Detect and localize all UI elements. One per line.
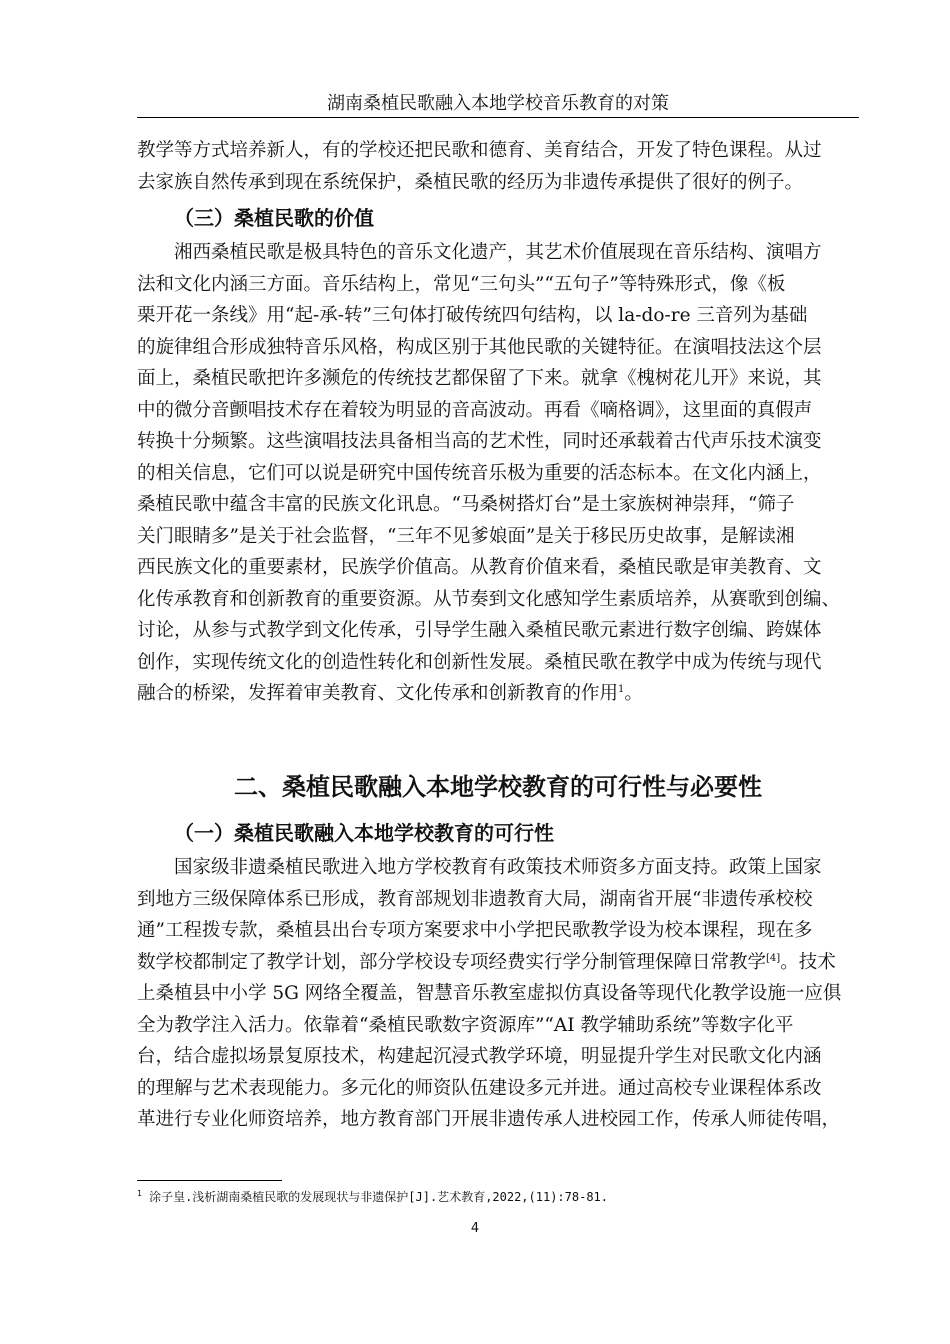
text-line: 的相关信息，它们可以说是研究中国传统音乐极为重要的活态标本。在文化内涵上， [137,462,822,484]
footnote-text: 涂子皇.浅析湖南桑植民歌的发展现状与非遗保护[J].艺术教育,2022,(11):78-81. [149,1190,609,1204]
text-line: 法和文化内涵三方面。音乐结构上，常见“三句头”“五句子”等特殊形式，像《板 [137,273,786,295]
footnote-reference[interactable]: 1 [618,684,625,695]
text-line: 去家族自然传承到现在系统保护，桑植民歌的经历为非遗传承提供了很好的例子。 [137,171,804,193]
text-line: 全为教学注入活力。依靠着“桑植民歌数字资源库”“AI 教学辅助系统”等数字化平 [137,1014,794,1036]
text-line: 湘西桑植民歌是极具特色的音乐文化遗产，其艺术价值展现在音乐结构、演唱方 [174,242,822,263]
text-line: 创作，实现传统文化的创造性转化和创新性发展。桑植民歌在教学中成为传统与现代 [137,651,822,673]
text-line: 数学校都制定了教学计划，部分学校设专项经费实行学分制管理保障日常教学 [137,951,767,973]
text-line: 到地方三级保障体系已形成，教育部规划非遗教育大局，湖南省开展“非遗传承校校 [137,888,813,910]
text-line: 讨论，从参与式教学到文化传承，引导学生融入桑植民歌元素进行数字创编、跨媒体 [137,620,822,641]
footnote-marker: 1 [137,1189,142,1198]
page-number: 4 [470,1221,480,1236]
chapter-heading: 二、桑植民歌融入本地学校教育的可行性与必要性 [234,773,762,801]
text-line: 国家级非遗桑植民歌进入地方学校教育有政策技术师资多方面支持。政策上国家 [174,857,822,878]
section-heading-feasibility: （一）桑植民歌融入本地学校教育的可行性 [174,821,554,845]
text-line-tail: 。技术 [780,951,836,973]
text-line: 融合的桥梁，发挥着审美教育、文化传承和创新教育的作用 [137,683,619,704]
text-line: 转换十分频繁。这些演唱技法具备相当高的艺术性，同时还承载着古代声乐技术演变 [137,431,822,452]
text-line: 面上，桑植民歌把许多濒危的传统技艺都保留了下来。就拿《槐树花儿开》来说，其 [137,368,822,389]
text-line: 中的微分音颤唱技术存在着较为明显的音高波动。再看《嘀格调》，这里面的真假声 [137,399,813,421]
feasibility-paragraph [137,852,859,1136]
text-line: 上桑植县中小学 5G 网络全覆盖，智慧音乐教室虚拟仿真设备等现代化教学设施一应俱 [137,983,842,1004]
text-line-with-citation [137,947,859,979]
citation-reference[interactable]: [4] [766,952,781,964]
text-line: 教学等方式培养新人，有的学校还把民歌和德育、美育结合，开发了特色课程。从过 [137,140,822,161]
text-line: 通”工程拨专款，桑植县出台专项方案要求中小学把民歌教学设为校本课程，现在多 [137,920,813,941]
text-line: 栗开花一条线》用“起-承-转”三句体打破传统四句结构，以 la-do-re 三音列为基础 [137,305,808,326]
footnote [137,1188,608,1206]
intro-paragraph [137,135,859,198]
text-line: 化传承教育和创新教育的重要资源。从节奏到文化感知学生素质培养，从赛歌到创编、 [137,588,841,610]
text-line-last [137,678,859,710]
text-line: 的理解与艺术表现能力。多元化的师资队伍建设多元并进。通过高校专业课程体系改 [137,1077,822,1099]
value-paragraph [137,237,859,710]
text-line: 革进行专业化师资培养，地方教育部门开展非遗传承人进校园工作，传承人师徒传唱， [137,1109,841,1130]
text-line: 西民族文化的重要素材，民族学价值高。从教育价值来看，桑植民歌是审美教育、文 [137,557,822,578]
sentence-end: 。 [624,683,643,704]
text-line: 关门眼睛多”是关于社会监督，“三年不见爹娘面”是关于移民历史故事，是解读湘 [137,525,795,547]
footnote-divider [137,1180,282,1181]
section-heading-value: （三）桑植民歌的价值 [174,206,374,230]
running-header: 湖南桑植民歌融入本地学校音乐教育的对策 [327,93,669,114]
text-line: 桑植民歌中蕴含丰富的民族文化讯息。“马桑树搭灯台”是土家族树神崇拜，“筛子 [137,494,795,515]
text-line: 台，结合虚拟场景复原技术，构建起沉浸式教学环境，明显提升学生对民歌文化内涵 [137,1046,822,1067]
text-line: 的旋律组合形成独特音乐风格，构成区别于其他民歌的关键特征。在演唱技法这个层 [137,336,822,358]
header-divider [137,117,859,118]
